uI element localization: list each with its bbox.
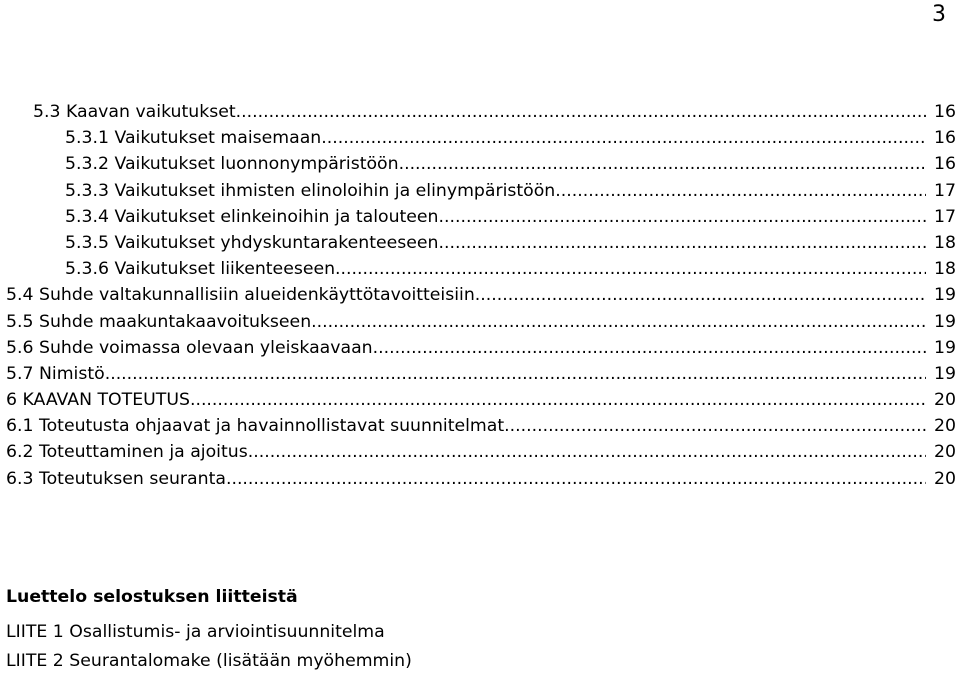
toc-entry-5-7[interactable] [0,361,960,387]
toc-entry-5-4[interactable] [0,282,960,308]
toc-leader-dots [311,309,926,335]
toc-leader-dots [373,335,926,361]
toc-entry-page: 16 [934,102,956,122]
toc-entry-5-3-3[interactable] [0,178,960,204]
toc-entry-5-3[interactable] [0,99,960,125]
toc-entry-page: 18 [934,259,956,280]
toc-entry-title: 5.3.1 Vaikutukset maisemaan [65,128,322,149]
toc-entry-title: 5.7 Nimistö [6,363,105,384]
toc-leader-dots [555,178,926,204]
toc-entry-5-5[interactable] [0,309,960,335]
toc-leader-dots [439,204,926,230]
toc-entry-title: 5.3.3 Vaikutukset ihmisten elinoloihin ja elinympäristöön [65,180,556,201]
toc-entry-page: 20 [934,442,956,463]
toc-entry-title: 5.4 Suhde valtakunnallisiin alueidenkäyttötavoitteisiin [6,285,475,306]
toc-leader-dots [226,466,926,492]
page-number: 3 [932,2,946,27]
toc-entry-title: 6.3 Toteutuksen seuranta [6,468,226,489]
toc-entry-page: 18 [934,232,956,253]
toc-entry-6-3[interactable] [0,466,960,492]
toc-entry-title: 6.2 Toteuttaminen ja ajoitus [6,442,248,463]
toc-entry-title: 5.3.4 Vaikutukset elinkeinoihin ja talouteen [65,206,439,227]
toc-entry-5-3-6[interactable] [0,256,960,282]
toc-entry-title: 5.6 Suhde voimassa olevaan yleiskaavaan [6,337,373,358]
toc-entry-page: 20 [934,468,956,489]
toc-entry-title: 5.3.6 Vaikutukset liikenteeseen [65,259,336,280]
toc-leader-dots [190,387,926,413]
toc-entry-page: 16 [934,128,956,149]
toc-entry-5-3-4[interactable] [0,204,960,230]
toc-entry-title: 5.5 Suhde maakuntakaavoitukseen [6,311,312,332]
toc-entry-title: 5.3.2 Vaikutukset luonnonympäristöön [65,154,399,175]
toc-entry-title: 5.3.5 Vaikutukset yhdyskuntarakenteeseen [65,232,439,253]
toc-leader-dots [399,151,926,177]
toc-entry-page: 20 [934,390,956,411]
appendix-item-1: LIITE 1 Osallistumis- ja arviointisuunnitelma [6,622,385,642]
toc-leader-dots [236,99,926,125]
toc-entry-page: 19 [934,363,956,384]
toc-entry-5-3-2[interactable] [0,151,960,177]
toc-entry-page: 17 [934,206,956,227]
toc-leader-dots [248,439,926,465]
toc-leader-dots [475,282,926,308]
toc-entry-6-1[interactable] [0,413,960,439]
toc-entry-page: 19 [934,311,956,332]
toc-entry-title: 6.1 Toteutusta ohjaavat ja havainnollistavat suunnitelmat [6,416,505,437]
toc-leader-dots [438,230,926,256]
toc-entry-page: 19 [934,285,956,306]
toc-entry-page: 17 [934,180,956,201]
toc-entry-5-6[interactable] [0,335,960,361]
appendix-heading: Luettelo selostuksen liitteistä [6,587,298,607]
table-of-contents [0,99,960,492]
toc-entry-6-2[interactable] [0,439,960,465]
toc-entry-6[interactable] [0,387,960,413]
toc-entry-page: 20 [934,416,956,437]
appendix-list [6,584,412,676]
toc-entry-page: 19 [934,337,956,358]
toc-leader-dots [105,361,926,387]
toc-entry-title: 5.3 Kaavan vaikutukset [33,102,236,122]
toc-entry-5-3-5[interactable] [0,230,960,256]
toc-entry-5-3-1[interactable] [0,125,960,151]
toc-leader-dots [321,125,926,151]
toc-leader-dots [335,256,926,282]
toc-entry-page: 16 [934,154,956,175]
toc-entry-title: 6 KAAVAN TOTEUTUS [6,390,190,411]
toc-leader-dots [504,413,926,439]
appendix-item-2: LIITE 2 Seurantalomake (lisätään myöhemmin) [6,651,412,671]
